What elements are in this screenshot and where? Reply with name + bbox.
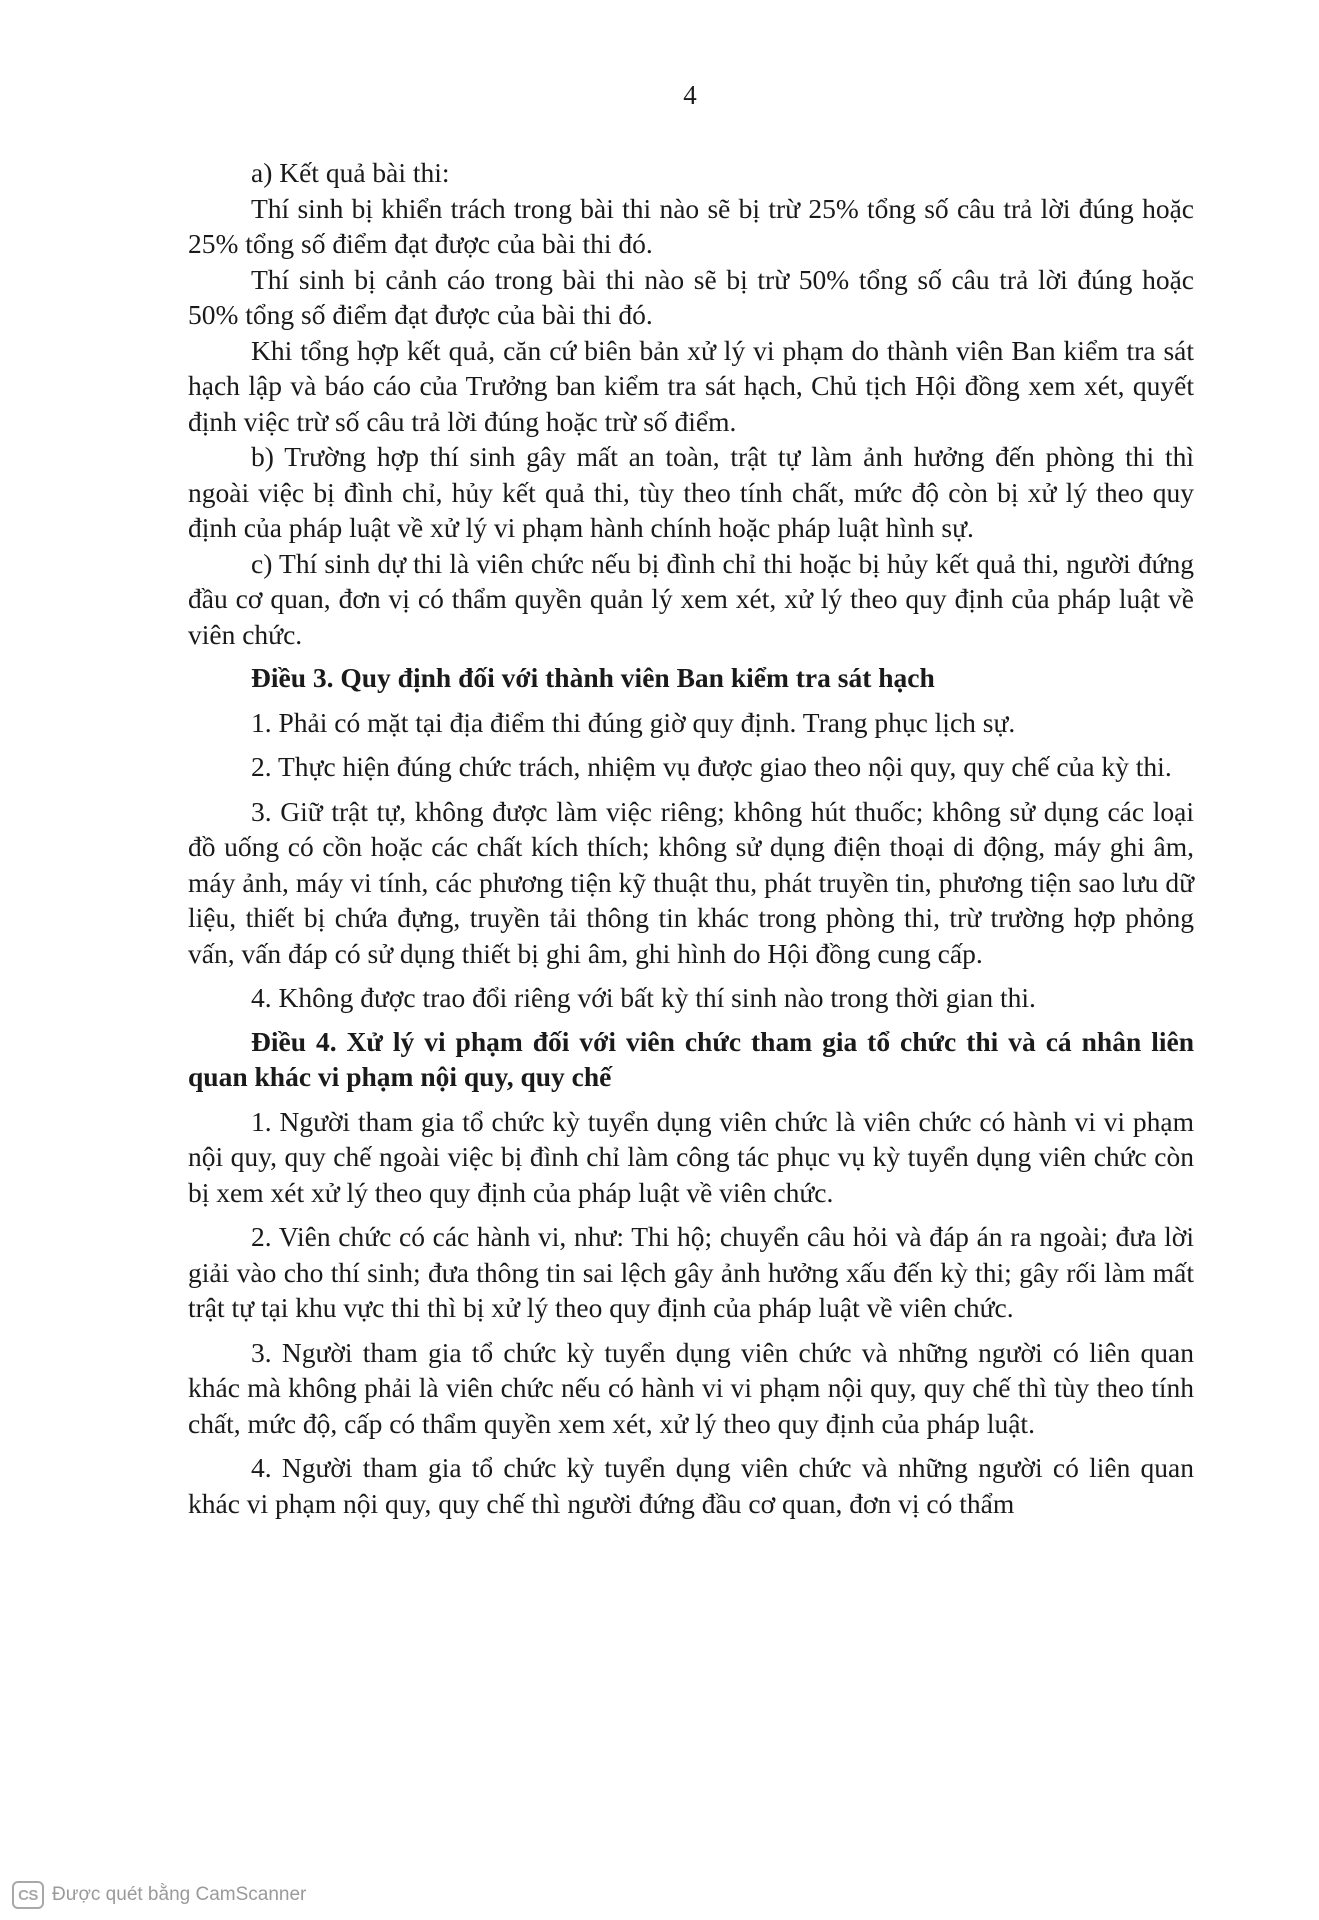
article-4-item-2: 2. Viên chức có các hành vi, như: Thi hộ; chuyển câu hỏi và đáp án ra ngoài; đưa lời giải vào cho thí sinh; đưa thông tin sai lệch gây ảnh hưởng xấu đến kỳ thi; gây rối làm mất trật tự tại khu vực thi thì bị xử lý theo quy định của pháp luật về viên chức.: [188, 1221, 1194, 1323]
paragraph-a-heading: a) Kết quả bài thi:: [251, 157, 450, 188]
article-3-item-4: 4. Không được trao đổi riêng với bất kỳ thí sinh nào trong thời gian thi.: [251, 982, 1036, 1013]
article-4-item-3: 3. Người tham gia tổ chức kỳ tuyển dụng viên chức và những người có liên quan khác mà không phải là viên chức nếu có hành vi vi phạm nội quy, quy chế thì tùy theo tính chất, mức độ, cấp có thẩm quyền xem xét, xử lý theo quy định của pháp luật.: [188, 1336, 1194, 1439]
page-number: 4: [683, 80, 697, 110]
paragraph-reprimand: Thí sinh bị khiển trách trong bài thi nào sẽ bị trừ 25% tổng số câu trả lời đúng hoặc 25% tổng số điểm đạt được của bài thi đó.: [188, 192, 1194, 259]
article-3-item-1: 1. Phải có mặt tại địa điểm thi đúng giờ quy định. Trang phục lịch sự.: [251, 706, 1016, 738]
article-3-heading: Điều 3. Quy định đối với thành viên Ban kiểm tra sát hạch: [251, 662, 935, 693]
scanner-watermark-text: Được quét bằng CamScanner: [52, 1884, 307, 1905]
article-4-heading: Điều 4. Xử lý vi phạm đối với viên chức tham gia tổ chức thi và cá nhân liên quan khác vi phạm nội quy, quy chế: [188, 1025, 1194, 1092]
paragraph-aggregation: Khi tổng hợp kết quả, căn cứ biên bản xử lý vi phạm do thành viên Ban kiểm tra sát hạch lập và báo cáo của Trưởng ban kiểm tra sát hạch, Chủ tịch Hội đồng xem xét, quyết định việc trừ số câu trả lời đúng hoặc trừ số điểm.: [188, 334, 1194, 437]
scanner-watermark: [12, 1880, 306, 1910]
article-3-item-3: 3. Giữ trật tự, không được làm việc riêng; không hút thuốc; không sử dụng các loại đồ uống có cồn hoặc các chất kích thích; không sử dụng điện thoại di động, máy ghi âm, máy ảnh, máy vi tính, các phương tiện kỹ thuật thu, phát truyền tin, phương tiện sao lưu dữ liệu, thiết bị chứa đựng, truyền tải thông tin khác trong phòng thi, trừ trường hợp phỏng vấn, vấn đáp có sử dụng thiết bị ghi âm, ghi hình do Hội đồng cung cấp.: [188, 795, 1194, 969]
paragraph-warning: Thí sinh bị cảnh cáo trong bài thi nào sẽ bị trừ 50% tổng số câu trả lời đúng hoặc 50% tổng số điểm đạt được của bài thi đó.: [188, 263, 1194, 330]
article-4-item-4: 4. Người tham gia tổ chức kỳ tuyển dụng viên chức và những người có liên quan khác vi phạm nội quy, quy chế thì người đứng đầu cơ quan, đơn vị có thẩm: [188, 1452, 1194, 1519]
article-3-item-2: 2. Thực hiện đúng chức trách, nhiệm vụ được giao theo nội quy, quy chế của kỳ thi.: [251, 751, 1172, 782]
document-body: [188, 155, 1194, 1521]
paragraph-c: c) Thí sinh dự thi là viên chức nếu bị đình chỉ thi hoặc bị hủy kết quả thi, người đứng đầu cơ quan, đơn vị có thẩm quyền quản lý xem xét, xử lý theo quy định của pháp luật về viên chức.: [188, 547, 1194, 650]
paragraph-b: b) Trường hợp thí sinh gây mất an toàn, trật tự làm ảnh hưởng đến phòng thi thì ngoài việc bị đình chỉ, hủy kết quả thi, tùy theo tính chất, mức độ còn bị xử lý theo quy định của pháp luật về xử lý vi phạm hành chính hoặc pháp luật hình sự.: [188, 441, 1194, 543]
article-4-item-1: 1. Người tham gia tổ chức kỳ tuyển dụng viên chức là viên chức có hành vi vi phạm nội quy, quy chế ngoài việc bị đình chỉ làm công tác phục vụ kỳ tuyển dụng viên chức còn bị xem xét xử lý theo quy định của pháp luật về viên chức.: [188, 1105, 1194, 1208]
camscanner-logo-icon: CS: [12, 1881, 44, 1909]
